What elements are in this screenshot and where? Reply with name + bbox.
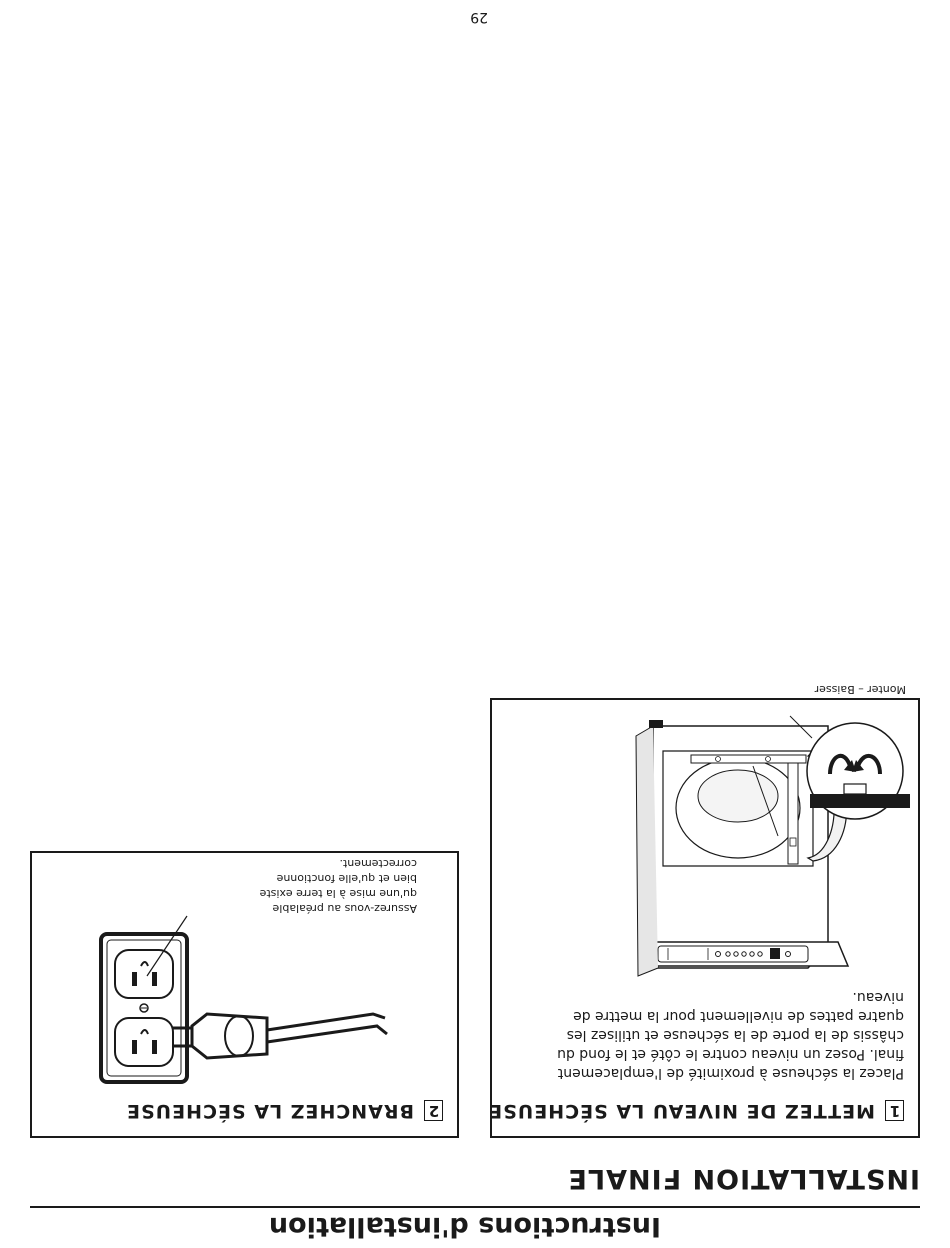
step-1-heading: [488, 1100, 904, 1122]
step-2-panel: [30, 851, 459, 1138]
step-2-number: 2: [424, 1101, 443, 1122]
step-2-title: BRANCHEZ LA SÉCHEUSE: [126, 1100, 414, 1122]
step-1-body: Placez la sécheuse à proximité de l'emplacement final. Posez un niveau contre le côté et le fond du châssis de la porte de la sécheuse et utilisez les quatre pattes de nivellement pour la mettre de niveau.: [557, 989, 904, 1081]
step-2-callout: [237, 856, 417, 916]
section-title: INSTALLATION FINALE: [567, 1163, 920, 1194]
page-number: 29: [470, 9, 488, 25]
level-tool: [788, 756, 798, 864]
dryer-base-icon: [810, 794, 910, 808]
leveling-leg-inset: [800, 696, 910, 836]
step-1-callout: Monter – Baisser: [814, 683, 906, 696]
step-1-number: 1: [885, 1101, 904, 1122]
title-divider: [30, 1206, 920, 1208]
page-title: Instructions d'installation: [268, 1211, 661, 1242]
step-1-panel: [488, 683, 920, 1138]
power-cord: [267, 1014, 387, 1042]
leveling-leg-icon: [844, 784, 866, 794]
receptacle-bottom: [115, 1018, 173, 1066]
step-2-callout-text: Assurez-vous au préalable qu'une mise à la terre existe bien et qu'elle fonctionne correctement.: [259, 857, 417, 915]
step-2-heading: [126, 1100, 443, 1122]
step-1-title: METTEZ DE NIVEAU LA SÉCHEUSE: [488, 1100, 875, 1122]
outlet-illustration: [97, 886, 397, 1086]
receptacle-top: [115, 950, 173, 998]
